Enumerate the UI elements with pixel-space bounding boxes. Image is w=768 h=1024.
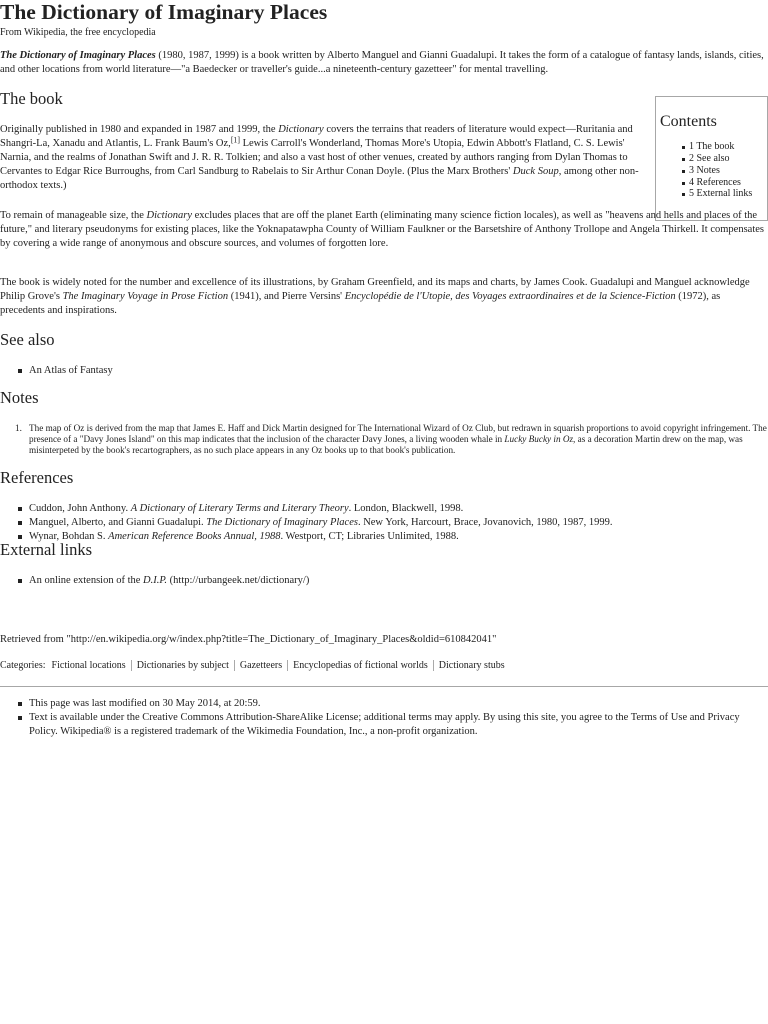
heading-references: References — [0, 468, 74, 487]
book-paragraph-1: Originally published in 1980 and expanded in 1987 and 1999, the Dictionary covers the terrains that readers of literature would expect—Ruritania and Shangri-La, Xanadu and Atlantis, L. Frank Baum's Oz,[1] Lewis Carroll's Wonderland, Thomas More's Utopia, Edwin Abbott's Flatland, C. S. Lewis' Narnia, and the realms of Jonathan Swift and J. R. R. Tolkien; and also a vast host of other venues, created by authors ranging from Dylan Thomas to Cervantes to Edgar Rice Burroughs, from Carl Sandburg to Rabelais to Sir Arthur Conan Doyle. (Plus the Marx Brothers' Duck Soup, among other non-orthodox texts.) — [0, 124, 639, 191]
see-also-item[interactable]: An Atlas of Fantasy — [0, 364, 113, 378]
external-links-list — [0, 574, 309, 588]
references-list — [0, 502, 765, 544]
footer-info-list — [0, 697, 768, 739]
categories-bar — [0, 659, 765, 673]
toc-item-references[interactable]: 4 References — [660, 177, 767, 189]
category-link-dictionary-stubs[interactable]: Dictionary stubs — [433, 660, 510, 671]
table-of-contents — [655, 96, 768, 221]
book-paragraph-3: The book is widely noted for the number and excellence of its illustrations, by Graham Greenfield, and its maps and charts, by James Cook. Guadalupi and Manguel acknowledge Philip Grove's The Imaginary Voyage in Prose Fiction (1941), and Pierre Versins' Encyclopédie de l'Utopie, des Voyages extraordinaires et de la Science-Fiction (1972), as precedents and inspirations. — [0, 277, 750, 316]
retrieved-from-line: Retrieved from "http://en.wikipedia.org/w/index.php?title=The_Dictionary_of_Imaginary_Places&oldid=610842041" — [0, 634, 497, 645]
category-link-fictional-locations[interactable]: Fictional locations — [51, 660, 126, 671]
citation-link-1[interactable]: [1] — [230, 135, 240, 145]
category-link-encyclopedias-of-fictional-worlds[interactable]: Encyclopedias of fictional worlds — [287, 660, 433, 671]
reference-item: Manguel, Alberto, and Gianni Guadalupi. The Dictionary of Imaginary Places. New York, Harcourt, Brace, Jovanovich, 1980, 1987, 1999. — [0, 516, 765, 530]
reference-item: Wynar, Bohdan S. American Reference Books Annual, 1988. Westport, CT; Libraries Unlimited, 1988. — [0, 530, 765, 544]
note-number: 1. — [15, 423, 22, 433]
category-link-dictionaries-by-subject[interactable]: Dictionaries by subject — [131, 660, 234, 671]
heading-see-also: See also — [0, 330, 55, 349]
heading-the-book: The book — [0, 89, 63, 108]
intro-paragraph: The Dictionary of Imaginary Places (1980, 1987, 1999) is a book written by Alberto Manguel and Gianni Guadalupi. It takes the form of a catalogue of fantasy lands, islands, cities, and other locations from world literature—"a Baedecker or traveller's guide...a nineteenth-century gazetteer" for mental travelling. — [0, 50, 764, 75]
toc-item-the-book[interactable]: 1 The book — [660, 141, 767, 153]
categories-label: Categories: — [0, 660, 46, 671]
note-item: 1. The map of Oz is derived from the map that James E. Haff and Dick Martin designed for The International Wizard of Oz Club, but redrawn in squarish proportions to avoid copyright infringement. The presence of a "Davy Jones Island" on this map indicates that the inclusion of the character Davy Jones, a living wooden whale in Lucky Bucky in Oz, as a decoration Martin drew on the map, was misinterpeted by the book's recartographers, as no such place appears in any Oz books up to that book's publication. — [15, 423, 767, 456]
page-title: The Dictionary of Imaginary Places — [0, 0, 328, 24]
see-also-list — [0, 364, 113, 378]
footer-last-modified: This page was last modified on 30 May 2014, at 20:59. — [0, 697, 768, 711]
toc-item-notes[interactable]: 3 Notes — [660, 165, 767, 177]
reference-item: Cuddon, John Anthony. A Dictionary of Literary Terms and Literary Theory. London, Blackwell, 1998. — [0, 502, 765, 516]
heading-notes: Notes — [0, 388, 39, 407]
category-link-gazetteers[interactable]: Gazetteers — [234, 660, 287, 671]
toc-item-external-links[interactable]: 5 External links — [660, 188, 767, 200]
heading-external-links: External links — [0, 540, 93, 559]
site-tagline: From Wikipedia, the free encyclopedia — [0, 27, 156, 38]
intro-bold-title: The Dictionary of Imaginary Places — [0, 50, 156, 61]
footer-license: Text is available under the Creative Commons Attribution-ShareAlike License; additional terms may apply. By using this site, you agree to the Terms of Use and Privacy Policy. Wikipedia® is a registered trademark of the Wikimedia Foundation, Inc., a non-profit organization. — [0, 711, 768, 739]
toc-item-see-also[interactable]: 2 See also — [660, 153, 767, 165]
external-link-item[interactable]: An online extension of the D.I.P. (http://urbangeek.net/dictionary/) — [0, 574, 309, 588]
toc-title: Contents — [660, 113, 717, 130]
notes-list — [0, 423, 768, 456]
footer-divider — [0, 686, 768, 687]
book-paragraph-2: To remain of manageable size, the Dictionary excludes places that are off the planet Earth (eliminating many science fiction locales), as well as "heavens and hells and places of the future," and literary pseudonyms for existing places, like the Yoknapatawpha County of William Faulkner or the Barsetshire of Anthony Trollope and Angela Thirkell. It compensates by covering a wide range of anonymous and obscure sources, and volumes of forgotten lore. — [0, 210, 764, 249]
toc-list — [660, 141, 767, 200]
